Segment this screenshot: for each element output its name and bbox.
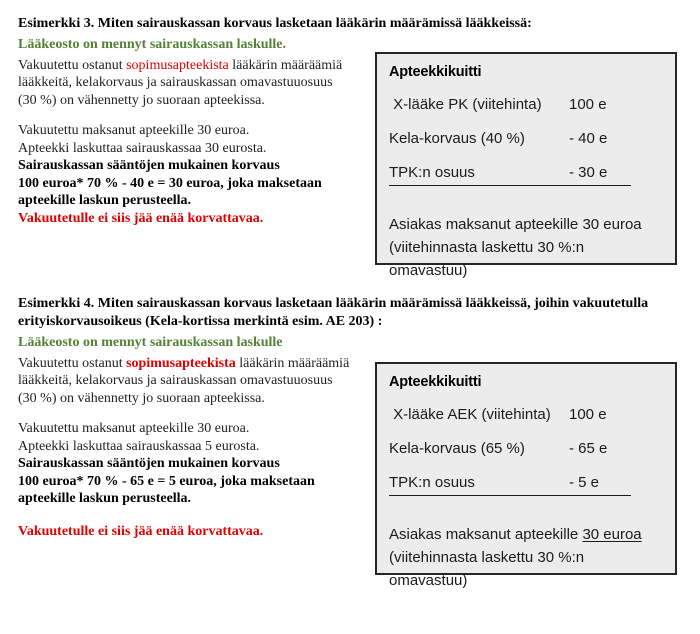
receipt-footer-line bbox=[389, 523, 663, 546]
calc-line: apteekille laskun perusteella. bbox=[18, 193, 192, 208]
receipt-row-label: Kela-korvaus (40 %) bbox=[389, 130, 525, 147]
example-3-green-subtitle: Lääkeosto on mennyt sairauskassan laskulle. bbox=[18, 36, 287, 52]
intro-text: lääkärin määräämiä lääkkeitä, kelakorvaus ja sairauskassan omavastuuosuus (30 %) on vähennetty jo suoraan apteekissa. bbox=[18, 57, 346, 108]
receipt-row bbox=[389, 130, 631, 148]
calc-line: Sairauskassan sääntöjen mukainen korvaus bbox=[18, 456, 280, 471]
calc-line: apteekille laskun perusteella. bbox=[18, 491, 192, 506]
intro-text: Vakuutettu ostanut bbox=[18, 57, 127, 73]
receipt-row-amount: 100 e bbox=[569, 96, 607, 113]
payment-line: Apteekki laskuttaa sairauskassaa 30 eurosta. bbox=[18, 140, 267, 156]
receipt-footer-note: (viitehinnasta laskettu 30 %:n omavastuu) bbox=[389, 239, 585, 279]
receipt-total-row bbox=[389, 164, 631, 186]
receipt-row bbox=[389, 440, 631, 458]
receipt-title: Apteekkikuitti bbox=[389, 374, 482, 390]
receipt-total-row bbox=[389, 474, 631, 496]
payment-line: Vakuutettu maksanut apteekille 30 euroa. bbox=[18, 123, 250, 138]
intro-highlight-red: sopimusapteekista bbox=[126, 355, 236, 371]
receipt-footer bbox=[389, 213, 663, 282]
example-3-title: Esimerkki 3. Miten sairauskassan korvaus lasketaan lääkärin määrämissä lääkkeissä: bbox=[18, 16, 532, 31]
example-4-title: Esimerkki 4. Miten sairauskassan korvaus lasketaan lääkärin määrämissä lääkkeissä, joihin vakuutetulla erityiskorvausoikeus (Kela-kortissa merkintä esim. AE 203) : bbox=[18, 295, 649, 329]
example-3-conclusion-red: Vakuutetulle ei siis jää enää korvattavaa. bbox=[18, 210, 264, 226]
receipt-row-label: TPK:n osuus bbox=[389, 474, 475, 491]
footer-amount: 30 euroa bbox=[582, 216, 642, 233]
receipt-footer-note: (viitehinnasta laskettu 30 %:n omavastuu) bbox=[389, 549, 585, 589]
calc-line: Sairauskassan sääntöjen mukainen korvaus bbox=[18, 158, 280, 173]
pharmacy-receipt-box-2 bbox=[375, 362, 677, 589]
receipt-row-amount: - 30 e bbox=[569, 164, 608, 181]
pharmacy-receipt-box-1 bbox=[375, 52, 677, 279]
intro-text: lääkärin määräämiä lääkkeitä, kelakorvaus ja sairauskassan omavastuuosuus (30 %) on vähennetty jo suoraan apteekissa. bbox=[18, 355, 353, 406]
receipt-row-amount: 100 e bbox=[569, 406, 607, 423]
receipt-row-amount: - 65 e bbox=[569, 440, 608, 457]
receipt-row-label: X-lääke AEK (viitehinta) bbox=[389, 406, 551, 423]
footer-text: Asiakas maksanut apteekille bbox=[389, 216, 583, 233]
receipt-title: Apteekkikuitti bbox=[389, 64, 482, 80]
receipt-row-amount: - 5 e bbox=[569, 474, 600, 491]
receipt-row-label: Kela-korvaus (65 %) bbox=[389, 440, 525, 457]
calc-line: 100 euroa* 70 % - 40 e = 30 euroa, joka maksetaan bbox=[18, 175, 322, 191]
calc-line: 100 euroa* 70 % - 65 e = 5 euroa, joka maksetaan bbox=[18, 473, 315, 489]
footer-text: Asiakas maksanut apteekille bbox=[389, 526, 583, 543]
intro-highlight-red: sopimusapteekista bbox=[126, 57, 229, 73]
payment-line: Vakuutettu maksanut apteekille 30 euroa. bbox=[18, 421, 250, 436]
receipt-footer-line bbox=[389, 213, 663, 236]
example-4-green-subtitle: Lääkeosto on mennyt sairauskassan laskulle bbox=[18, 334, 283, 350]
receipt-row bbox=[389, 96, 631, 114]
payment-line: Apteekki laskuttaa sairauskassaa 5 eurosta. bbox=[18, 438, 260, 454]
example-4-intro-paragraph bbox=[18, 355, 353, 408]
receipt-row bbox=[389, 406, 631, 424]
intro-text: Vakuutettu ostanut bbox=[18, 355, 127, 371]
receipt-row-label: X-lääke PK (viitehinta) bbox=[389, 96, 542, 113]
receipt-footer bbox=[389, 523, 663, 592]
example-4-conclusion-red: Vakuutetulle ei siis jää enää korvattavaa. bbox=[18, 523, 264, 539]
example-3-intro-paragraph bbox=[18, 57, 350, 110]
receipt-row-label: TPK:n osuus bbox=[389, 164, 475, 181]
receipt-row-amount: - 40 e bbox=[569, 130, 608, 147]
footer-amount-underlined: 30 euroa bbox=[582, 526, 642, 543]
